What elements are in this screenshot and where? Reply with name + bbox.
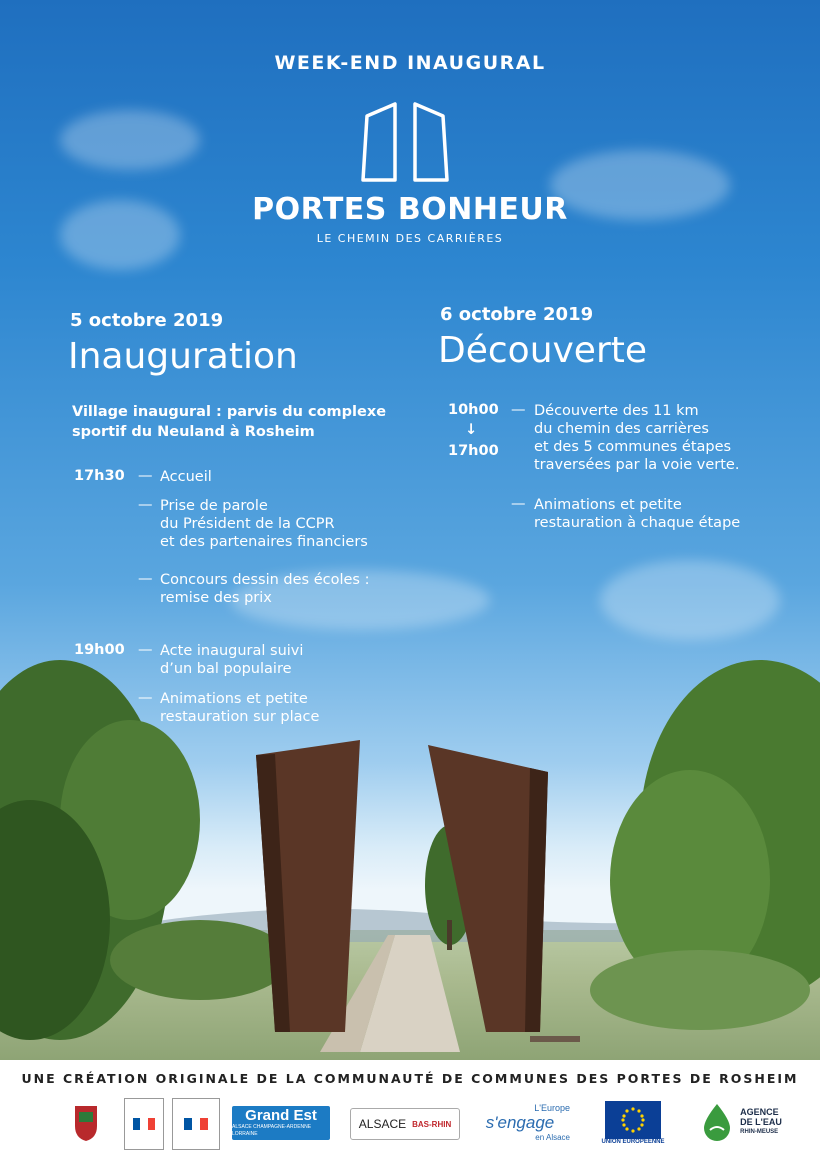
europe-top: L'Europe bbox=[534, 1102, 570, 1113]
europe-sub: en Alsace bbox=[535, 1132, 570, 1142]
dash: — bbox=[511, 496, 526, 512]
water-drop-icon bbox=[698, 1102, 736, 1142]
brand-subtitle: LE CHEMIN DES CARRIÈRES bbox=[316, 232, 504, 245]
agence-line: RHIN-MEUSE bbox=[740, 1129, 779, 1135]
day1-venue bbox=[72, 402, 386, 442]
europe-main: s'engage bbox=[485, 1112, 555, 1132]
item-line: et des partenaires financiers bbox=[160, 534, 368, 550]
program-item bbox=[534, 402, 739, 474]
bas-rhin-logo bbox=[350, 1108, 460, 1140]
item-line: Animations et petite bbox=[534, 497, 682, 513]
dash: — bbox=[138, 497, 153, 513]
cloud bbox=[60, 110, 200, 170]
day1-date: 5 octobre 2019 bbox=[70, 310, 224, 331]
item-line: restauration sur place bbox=[160, 709, 320, 725]
arrow-down-icon: ↓ bbox=[465, 422, 478, 438]
program-item bbox=[160, 468, 212, 486]
item-line: Acte inaugural suivi bbox=[160, 643, 304, 659]
program-item bbox=[160, 497, 368, 551]
item-line: et des 5 communes étapes bbox=[534, 439, 732, 455]
landscape-photo bbox=[0, 660, 820, 1060]
item-line: remise des prix bbox=[160, 590, 272, 606]
time-start: 10h00 bbox=[448, 402, 499, 418]
day1-event: Inauguration bbox=[68, 336, 298, 377]
day2-date: 6 octobre 2019 bbox=[440, 304, 594, 325]
agence-line: AGENCE bbox=[740, 1107, 779, 1117]
eu-logo bbox=[600, 1094, 666, 1152]
cloud bbox=[600, 560, 780, 640]
footer-credit: UNE CRÉATION ORIGINALE DE LA COMMUNAUTÉ DE COMMUNES DES PORTES DE ROSHEIM bbox=[21, 1071, 799, 1086]
day2-event: Découverte bbox=[438, 330, 648, 371]
french-flag-icon bbox=[184, 1118, 208, 1130]
grand-est-subtitle: ALSACE CHAMPAGNE-ARDENNE LORRAINE bbox=[232, 1124, 312, 1137]
ministry-logo bbox=[172, 1098, 220, 1150]
item-line: du Président de la CCPR bbox=[160, 516, 335, 532]
venue-line: sportif du Neuland à Rosheim bbox=[72, 424, 315, 440]
program-item bbox=[160, 571, 369, 607]
venue-line: Village inaugural : parvis du complexe bbox=[72, 404, 387, 420]
item-line: restauration à chaque étape bbox=[534, 515, 741, 531]
dash: — bbox=[138, 690, 153, 706]
dash: — bbox=[138, 642, 153, 658]
item-line: Prise de parole bbox=[160, 498, 268, 514]
ccpr-logo bbox=[66, 1092, 106, 1154]
brand-name: PORTES BONHEUR bbox=[252, 192, 568, 227]
item-line: d’un bal populaire bbox=[160, 661, 292, 677]
item-line: traversées par la voie verte. bbox=[534, 457, 740, 473]
weekend-title: WEEK-END INAUGURAL bbox=[274, 52, 546, 74]
item-line: Accueil bbox=[160, 469, 212, 485]
prefecture-logo bbox=[124, 1098, 164, 1150]
time-end: 17h00 bbox=[448, 443, 499, 459]
dash: — bbox=[511, 402, 526, 418]
dash: — bbox=[138, 571, 153, 587]
eu-flag-icon bbox=[605, 1101, 661, 1139]
grand-est-logo bbox=[232, 1106, 330, 1140]
item-line: Animations et petite bbox=[160, 691, 308, 707]
europe-engage-logo bbox=[470, 1094, 570, 1150]
agence-line: DE L'EAU bbox=[740, 1117, 782, 1127]
scene-illustration bbox=[0, 660, 820, 1060]
time-slot: 17h30 bbox=[74, 468, 125, 484]
eu-label: UNION EUROPÉENNE bbox=[601, 1139, 665, 1145]
agence-eau-logo bbox=[690, 1094, 790, 1150]
time-slot: 19h00 bbox=[74, 642, 125, 658]
program-item bbox=[534, 496, 740, 532]
item-line: du chemin des carrières bbox=[534, 421, 709, 437]
grand-est-title: Grand Est bbox=[245, 1107, 317, 1124]
item-line: Concours dessin des écoles : bbox=[160, 572, 370, 588]
dash: — bbox=[138, 468, 153, 484]
item-line: Découverte des 11 km bbox=[534, 403, 699, 419]
coat-of-arms-icon bbox=[73, 1104, 99, 1142]
portes-bonheur-logo bbox=[355, 98, 455, 188]
french-flag-icon bbox=[133, 1118, 155, 1130]
bas-rhin-label: BAS-RHIN bbox=[412, 1119, 452, 1129]
alsace-label: ALSACE bbox=[358, 1117, 407, 1131]
